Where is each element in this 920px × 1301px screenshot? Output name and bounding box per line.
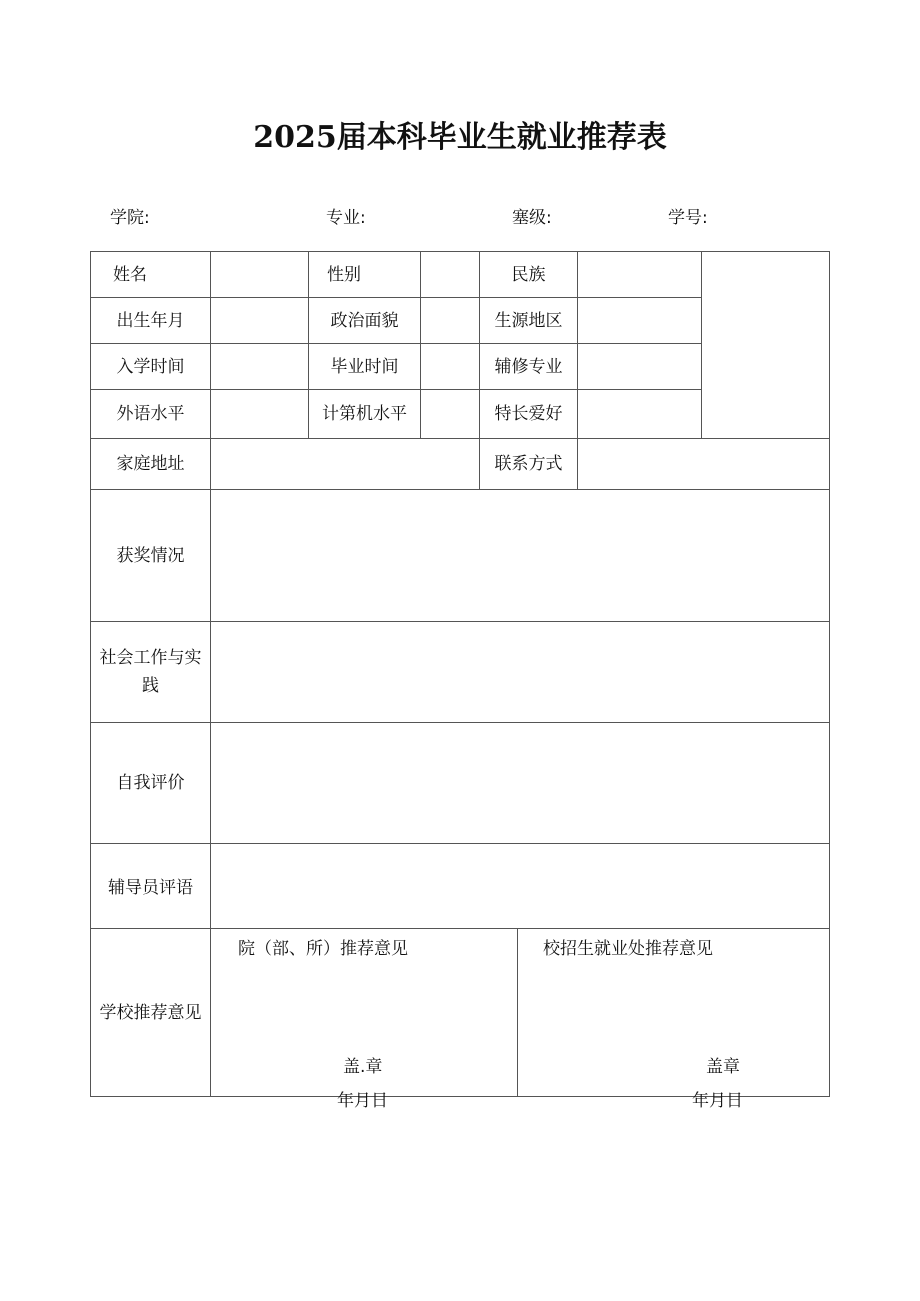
school-rec-label: 学校推荐意见 xyxy=(90,928,211,1097)
awards-field[interactable] xyxy=(210,489,830,622)
self-eval-field[interactable] xyxy=(210,722,830,844)
computer-label: 计第机水平 xyxy=(308,389,421,439)
counselor-label: 辅导员评语 xyxy=(90,843,211,929)
language-field[interactable] xyxy=(210,389,309,439)
name-label: 姓名 xyxy=(90,251,211,298)
graduate-field[interactable] xyxy=(420,343,480,390)
gender-label: 性别 xyxy=(308,251,421,298)
political-label: 政治面貌 xyxy=(308,297,421,344)
awards-label: 获奖情况 xyxy=(90,489,211,622)
graduate-label: 毕业时间 xyxy=(308,343,421,390)
gender-field[interactable] xyxy=(420,251,480,298)
hobby-field[interactable] xyxy=(577,389,702,439)
office-rec-cell[interactable] xyxy=(517,928,830,1111)
office-date: 年月日 xyxy=(692,1091,743,1111)
contact-field[interactable] xyxy=(577,438,830,490)
ethnicity-field[interactable] xyxy=(577,251,702,298)
grade-label: 塞级: xyxy=(512,208,552,228)
dept-rec-title: 院（部、所）推荐意见 xyxy=(238,939,408,959)
self-eval-label: 自我评价 xyxy=(90,722,211,844)
minor-label: 辅修专业 xyxy=(479,343,578,390)
student-id-label: 学号: xyxy=(668,208,708,228)
address-field[interactable] xyxy=(210,438,480,490)
address-label: 家庭地址 xyxy=(90,438,211,490)
origin-field[interactable] xyxy=(577,297,702,344)
page-title: 2025届本科毕业生就业推荐表 xyxy=(253,120,667,155)
major-label: 专业: xyxy=(326,208,366,228)
origin-label: 生源地区 xyxy=(479,297,578,344)
photo-box[interactable] xyxy=(701,251,830,439)
dept-seal: 盖.章 xyxy=(343,1057,383,1077)
contact-label: 联系方式 xyxy=(479,438,578,490)
computer-field[interactable] xyxy=(420,389,480,439)
dept-rec-cell[interactable] xyxy=(210,928,518,1111)
minor-field[interactable] xyxy=(577,343,702,390)
office-seal: 盖章 xyxy=(706,1057,740,1077)
dept-date: 年月日 xyxy=(337,1091,388,1111)
name-field[interactable] xyxy=(210,251,309,298)
counselor-field[interactable] xyxy=(210,843,830,929)
ethnicity-label: 民族 xyxy=(479,251,578,298)
office-rec-title: 校招生就业处推荐意见 xyxy=(543,939,713,959)
language-label: 外语水平 xyxy=(90,389,211,439)
enroll-label: 入学时间 xyxy=(90,343,211,390)
hobby-label: 特长爱好 xyxy=(479,389,578,439)
birth-field[interactable] xyxy=(210,297,309,344)
birth-label: 出生年月 xyxy=(90,297,211,344)
social-field[interactable] xyxy=(210,621,830,723)
college-label: 学院: xyxy=(110,208,150,228)
political-field[interactable] xyxy=(420,297,480,344)
social-label: 社会工作与实践 xyxy=(90,621,211,723)
enroll-field[interactable] xyxy=(210,343,309,390)
